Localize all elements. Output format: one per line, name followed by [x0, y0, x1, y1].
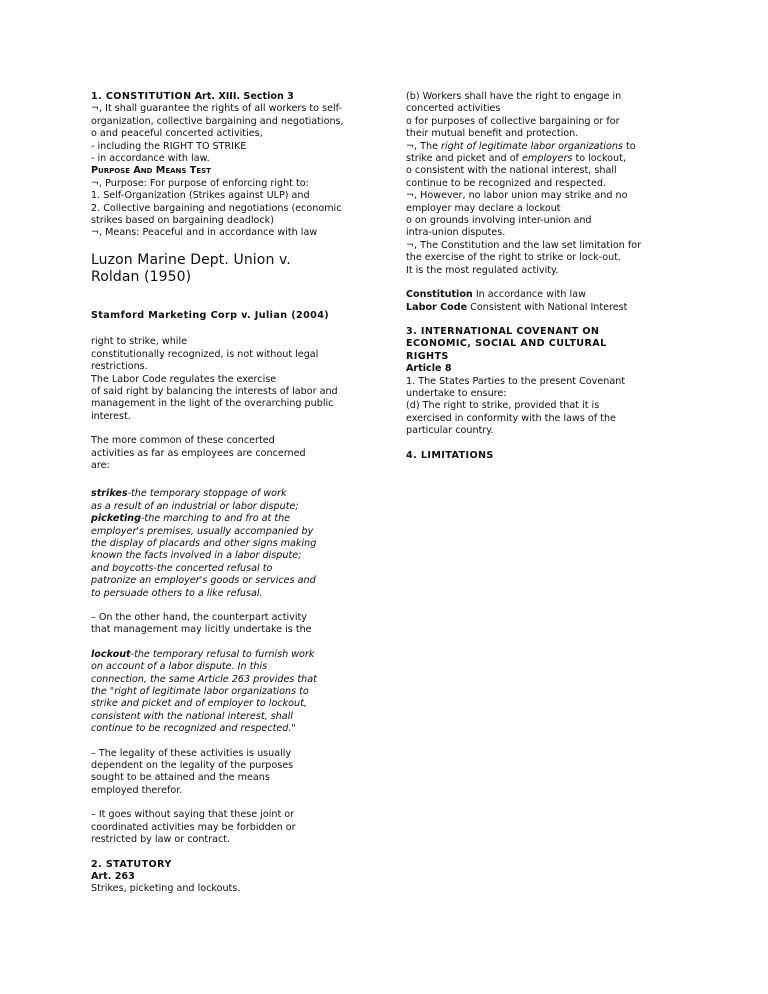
text-line: - including the RIGHT TO STRIKE	[91, 140, 247, 152]
picketing-definition: picketing-the marching to and fro at the	[91, 513, 291, 525]
labor-code-standard: Labor Code Consistent with National Interest	[406, 301, 628, 313]
text-line: consistent with the national interest, shall	[91, 710, 293, 722]
text-line: Strikes, picketing and lockouts.	[91, 883, 241, 895]
text-line: undertake to ensure:	[406, 387, 507, 399]
text-line: – It goes without saying that these joint or	[91, 809, 295, 821]
text-line: interest.	[91, 410, 131, 422]
text-line: intra-union disputes.	[406, 227, 506, 239]
text-line: The Labor Code regulates the exercise	[91, 373, 277, 385]
text-line: connection, the same Article 263 provides that	[91, 673, 317, 685]
text-line: ¬, The Constitution and the law set limitation for	[406, 239, 642, 251]
lockout-definition: lockout-the temporary refusal to furnish work	[91, 648, 315, 660]
strikes-definition: strikes-the temporary stoppage of work	[91, 488, 287, 500]
left-column	[91, 91, 376, 896]
case-title-luzon-2: Roldan (1950)	[91, 268, 192, 285]
text-line: exercised in conformity with the laws of the	[406, 412, 616, 424]
text-line: the "right of legitimate labor organizations to	[91, 686, 309, 698]
text-line: The more common of these concerted	[91, 435, 275, 447]
article-8-heading: Article 8	[406, 363, 452, 375]
text-line: It is the most regulated activity.	[406, 264, 559, 276]
text-line: are:	[91, 459, 110, 471]
text-line: activities as far as employees are concerned	[91, 447, 306, 459]
covenant-heading: 3. INTERNATIONAL COVENANT ON	[406, 325, 600, 337]
purpose-heading: Purpose And Means Test	[91, 165, 211, 177]
covenant-heading-3: RIGHTS	[406, 350, 449, 362]
text-line: 2. Collective bargaining and negotiations (economic	[91, 202, 342, 214]
text-line: and boycotts-the concerted refusal to	[91, 562, 273, 574]
text-line: sought to be attained and the means	[91, 772, 270, 784]
text-line: employer's premises, usually accompanied by	[91, 525, 314, 537]
text-line: employed therefor.	[91, 784, 183, 796]
text-line: – On the other hand, the counterpart activity	[91, 612, 307, 623]
text-line: management in the light of the overarching public	[91, 398, 334, 410]
text-line: of said right by balancing the interests of labor and	[91, 385, 338, 397]
text-line: 1. Self-Organization (Strikes against ULP) and	[91, 190, 310, 202]
right-column	[406, 91, 688, 462]
text-line: on account of a labor dispute. In this	[91, 661, 268, 673]
text-line: the display of placards and other signs making	[91, 537, 317, 549]
text-line: ¬, Purpose: For purpose of enforcing right to:	[91, 177, 309, 189]
text-line: concerted activities	[406, 103, 501, 115]
text-line: constitutionally recognized, is not without legal	[91, 348, 319, 360]
text-line: – The legality of these activities is usually	[91, 747, 292, 759]
text-line: o for purposes of collective bargaining or for	[406, 115, 620, 127]
text-line: - in accordance with law.	[91, 153, 210, 165]
statutory-article: Art. 263	[91, 870, 135, 882]
constitution-heading: 1. CONSTITUTION Art. XIII. Section 3	[91, 91, 294, 102]
text-line: ¬, However, no labor union may strike and no	[406, 190, 628, 202]
text-line: organization, collective bargaining and negotiations,	[91, 115, 344, 127]
text-line: o consistent with the national interest, shall	[406, 165, 617, 177]
text-line: right to strike, while	[91, 336, 188, 348]
text-line: the exercise of the right to strike or lock-out.	[406, 252, 621, 264]
text-line: that management may licitly undertake is the	[91, 624, 312, 636]
text-line: known the facts involved in a labor dispute;	[91, 550, 302, 562]
constitution-standard: Constitution In accordance with law	[406, 289, 586, 301]
covenant-heading-2: ECONOMIC, SOCIAL AND CULTURAL	[406, 338, 607, 350]
text-line: (d) The right to strike, provided that it is	[406, 400, 600, 412]
text-line: o on grounds involving inter-union and	[406, 215, 592, 227]
text-line: ¬, It shall guarantee the rights of all workers to self-	[91, 103, 342, 115]
text-line: restricted by law or contract.	[91, 834, 231, 846]
text-line: continue to be recognized and respected.	[406, 177, 606, 189]
text-line: particular country.	[406, 425, 494, 437]
text-line: strike and picket and of employer to lockout,	[91, 698, 307, 710]
text-line: employer may declare a lockout	[406, 202, 561, 214]
text-line: dependent on the legality of the purposes	[91, 760, 294, 772]
legitimate-orgs-line: ¬, The right of legitimate labor organizations to	[406, 140, 636, 152]
case-title-luzon: Luzon Marine Dept. Union v.	[91, 251, 291, 268]
text-line: ¬, Means: Peaceful and in accordance with law	[91, 227, 318, 239]
text-line: (b) Workers shall have the right to engage in	[406, 91, 622, 102]
text-line: continue to be recognized and respected."	[91, 723, 296, 735]
text-line: restrictions.	[91, 361, 148, 373]
text-line: patronize an employer's goods or services and	[91, 575, 316, 587]
text-line: their mutual benefit and protection.	[406, 128, 579, 140]
text-line: strikes based on bargaining deadlock)	[91, 215, 274, 227]
text-line: to persuade others to a like refusal.	[91, 587, 263, 599]
text-line: o and peaceful concerted activities,	[91, 128, 263, 140]
employers-line: strike and picket and of employers to lockout,	[406, 153, 626, 165]
statutory-heading: 2. STATUTORY	[91, 858, 172, 870]
case-title-stamford: Stamford Marketing Corp v. Julian (2004)	[91, 309, 330, 321]
text-line: coordinated activities may be forbidden or	[91, 821, 296, 833]
text-line: as a result of an industrial or labor dispute;	[91, 500, 299, 512]
text-line: 1. The States Parties to the present Covenant	[406, 375, 626, 387]
limitations-heading: 4. LIMITATIONS	[406, 449, 494, 461]
